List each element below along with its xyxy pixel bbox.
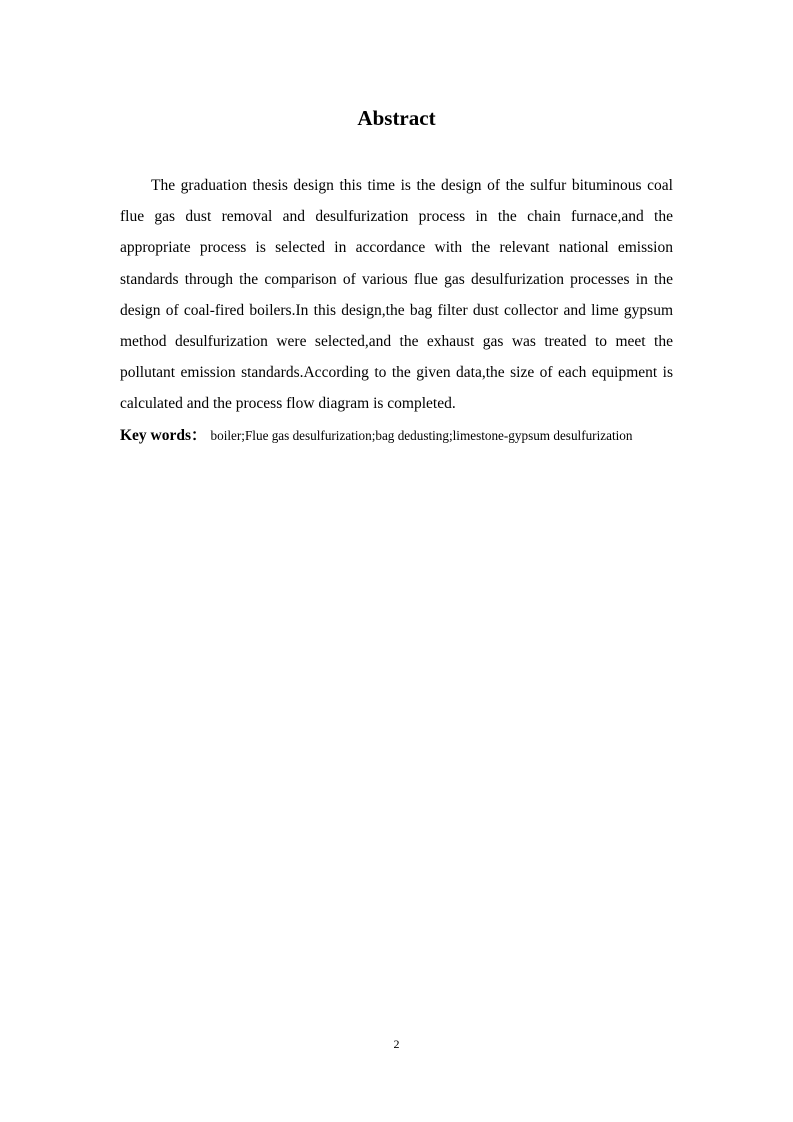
page-number: 2 (393, 1037, 400, 1051)
keywords-line (120, 425, 700, 447)
abstract-title: Abstract (357, 106, 436, 130)
keywords-label: Key words： (120, 427, 207, 444)
abstract-body: The graduation thesis design this time is the design of the sulfur bituminous coal flue gas dust removal and desulfurization process in the chain furnace,and the appropriate process is selected in accordance with the relevant national emission standards through the comparison of various flue gas desulfurization processes in the design of coal-fired boilers.In this design,the bag filter dust collector and lime gypsum method desulfurization were selected,and the exhaust gas was treated to meet the pollutant emission standards.According to the given data,the size of each equipment is calculated and the process flow diagram is completed. (120, 177, 673, 413)
keywords-text: boiler;Flue gas desulfurization;bag dedusting;limestone-gypsum desulfurization (210, 428, 633, 443)
